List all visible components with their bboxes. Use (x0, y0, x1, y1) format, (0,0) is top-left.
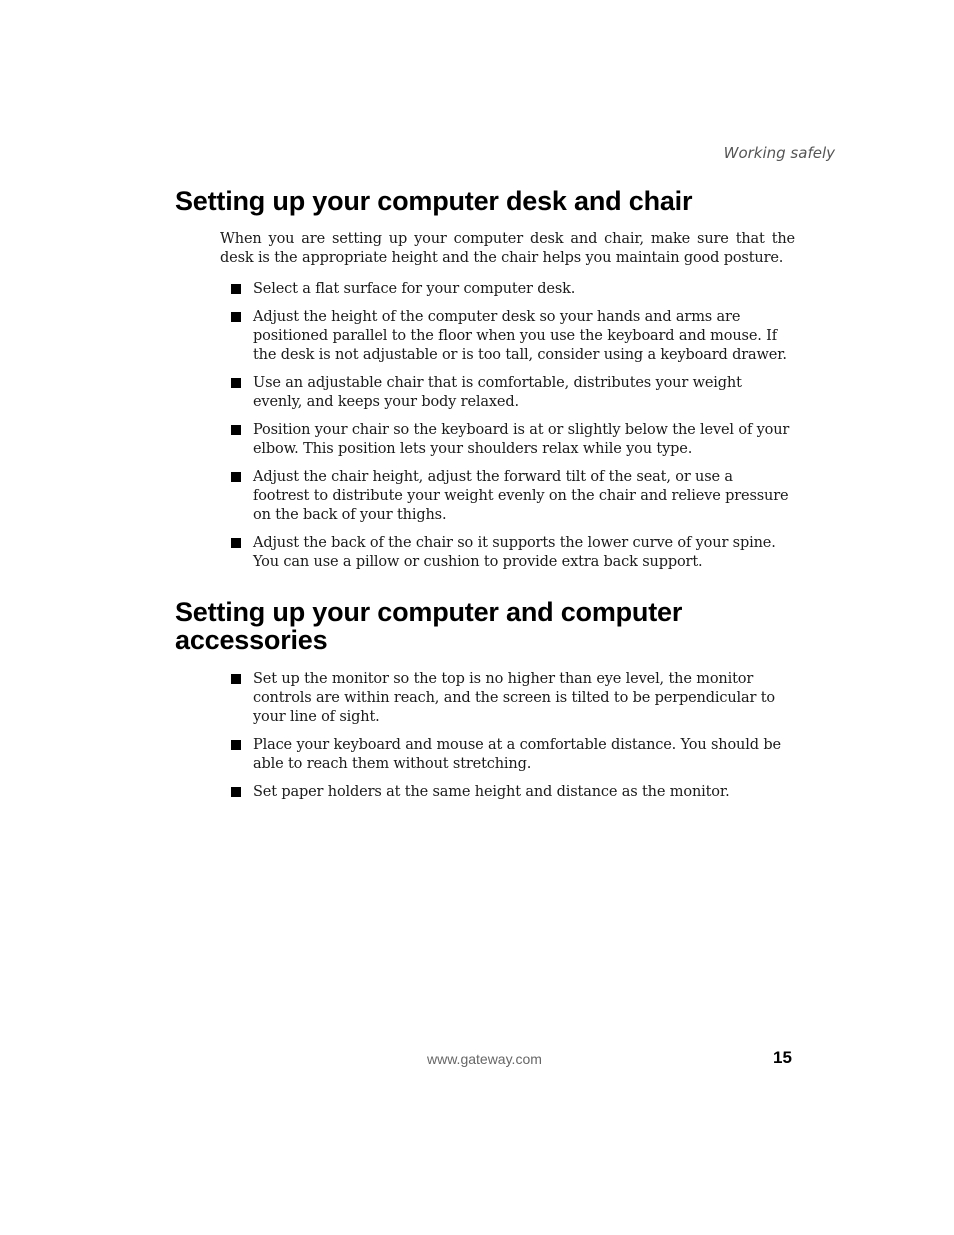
list-item-text: Adjust the back of the chair so it supports the lower curve of your spine. You can use a pillow or cushion to provide extra back support. (253, 535, 776, 570)
list-item (253, 534, 793, 572)
running-header: Working safely (723, 144, 835, 162)
square-bullet-icon (231, 740, 241, 750)
section-desk-and-chair (175, 187, 815, 581)
list-item-text: Adjust the chair height, adjust the forward tilt of the seat, or use a footrest to distribute your weight evenly on the chair and relieve pressure on the back of your thighs. (253, 469, 789, 523)
list-item (253, 374, 793, 412)
square-bullet-icon (231, 674, 241, 684)
square-bullet-icon (231, 472, 241, 482)
square-bullet-icon (231, 378, 241, 388)
list-item (253, 280, 793, 299)
list-item (253, 783, 793, 802)
square-bullet-icon (231, 538, 241, 548)
list-item (253, 421, 793, 459)
square-bullet-icon (231, 312, 241, 322)
section-heading: Setting up your computer and computer accessories (175, 597, 683, 655)
bullet-list (175, 670, 815, 802)
section-computer-accessories (175, 598, 815, 811)
list-item-text: Position your chair so the keyboard is at or slightly below the level of your elbow. This position lets your shoulders relax while you type. (253, 422, 790, 457)
intro-paragraph: When you are setting up your computer desk and chair, make sure that the desk is the appropriate height and the chair helps you maintain good posture. (220, 231, 795, 266)
list-item (253, 468, 793, 525)
page-number: 15 (773, 1048, 792, 1067)
list-item-text: Set paper holders at the same height and distance as the monitor. (253, 784, 730, 800)
list-item (253, 736, 793, 774)
list-item-text: Select a flat surface for your computer desk. (253, 281, 576, 297)
square-bullet-icon (231, 787, 241, 797)
list-item (253, 670, 793, 727)
square-bullet-icon (231, 425, 241, 435)
section-heading: Setting up your computer desk and chair (175, 186, 693, 216)
square-bullet-icon (231, 284, 241, 294)
footer-url: www.gateway.com (427, 1051, 542, 1067)
list-item-text: Use an adjustable chair that is comfortable, distributes your weight evenly, and keeps your body relaxed. (253, 375, 742, 410)
list-item-text: Place your keyboard and mouse at a comfortable distance. You should be able to reach them without stretching. (253, 737, 781, 772)
list-item-text: Adjust the height of the computer desk so your hands and arms are positioned parallel to the floor when you use the keyboard and mouse. If the desk is not adjustable or is too tall, consider using a keyboard drawer. (253, 309, 787, 363)
list-item-text: Set up the monitor so the top is no higher than eye level, the monitor controls are within reach, and the screen is tilted to be perpendicular to your line of sight. (253, 671, 775, 725)
bullet-list (175, 280, 815, 572)
list-item (253, 308, 793, 365)
